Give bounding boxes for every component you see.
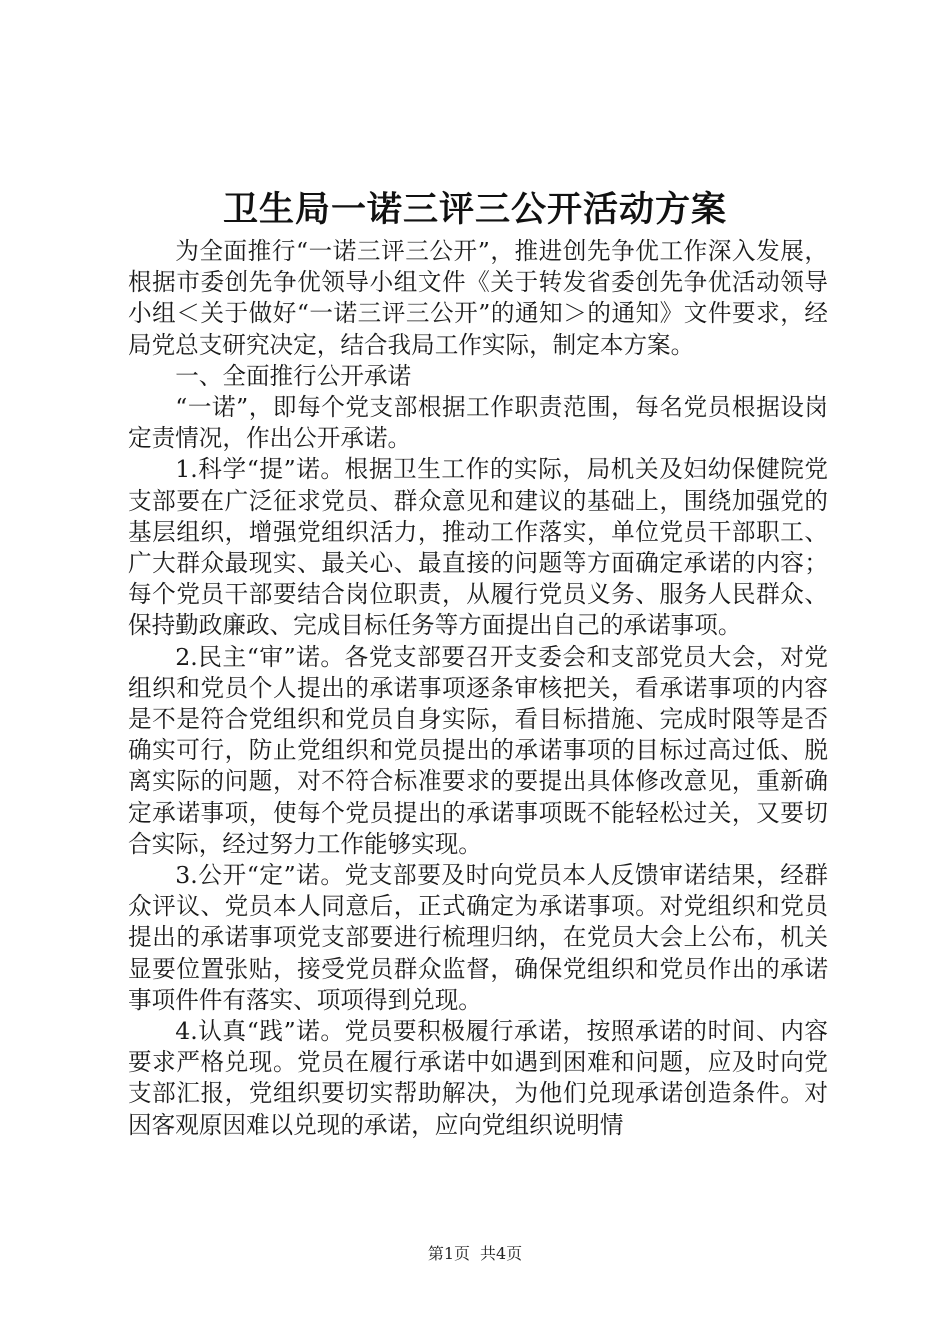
document-title: 卫生局一诺三评三公开活动方案 (222, 189, 727, 230)
page-number: 第1页 (427, 1244, 470, 1263)
paragraph-item-1: 1.科学“提”诺。根据卫生工作的实际，局机关及妇幼保健院党支部要在广泛征求党员、群众意见和建议的基础上，围绕加强党的基层组织，增强党组织活力，推动工作落实，单位党员干部职工、广大群众最现实、最关心、最直接的问题等方面确定承诺的内容；每个党员干部要结合岗位职责，从履行党员义务、服务人民群众、保持勤政廉政、完成目标任务等方面提出自己的承诺事项。 (128, 455, 828, 640)
paragraph-yinuo: “一诺”，即每个党支部根据工作职责范围，每名党员根据设岗定责情况，作出公开承诺。 (128, 393, 828, 453)
paragraph-item-3: 3.公开“定”诺。党支部要及时向党员本人反馈审诺结果，经群众评议、党员本人同意后，正式确定为承诺事项。对党组织和党员提出的承诺事项党支部要进行梳理归纳，在党员大会上公布，机关显要位置张贴，接受党员群众监督，确保党组织和党员作出的承诺事项件件有落实、项项得到兑现。 (128, 861, 828, 1014)
page-footer (0, 1243, 950, 1265)
document-body (128, 236, 828, 1141)
paragraph-item-4: 4.认真“践”诺。党员要积极履行承诺，按照承诺的时间、内容要求严格兑现。党员在履行承诺中如遇到困难和问题，应及时向党支部汇报，党组织要切实帮助解决，为他们兑现承诺创造条件。对因客观原因难以兑现的承诺，应向党组织说明情 (128, 1017, 828, 1139)
section-heading-1: 一、全面推行公开承诺 (175, 361, 412, 390)
page-total: 共4页 (480, 1244, 523, 1263)
paragraph-intro: 为全面推行“一诺三评三公开”，推进创先争优工作深入发展，根据市委创先争优领导小组文件《关于转发省委创先争优活动领导小组＜关于做好“一诺三评三公开”的通知＞的通知》文件要求，经局党总支研究决定，结合我局工作实际，制定本方案。 (128, 237, 828, 359)
paragraph-item-2: 2.民主“审”诺。各党支部要召开支委会和支部党员大会，对党组织和党员个人提出的承诺事项逐条审核把关，看承诺事项的内容是不是符合党组织和党员自身实际，看目标措施、完成时限等是否确实可行，防止党组织和党员提出的承诺事项的目标过高过低、脱离实际的问题，对不符合标准要求的要提出具体修改意见，重新确定承诺事项，使每个党员提出的承诺事项既不能轻松过关，又要切合实际，经过努力工作能够实现。 (128, 642, 828, 858)
